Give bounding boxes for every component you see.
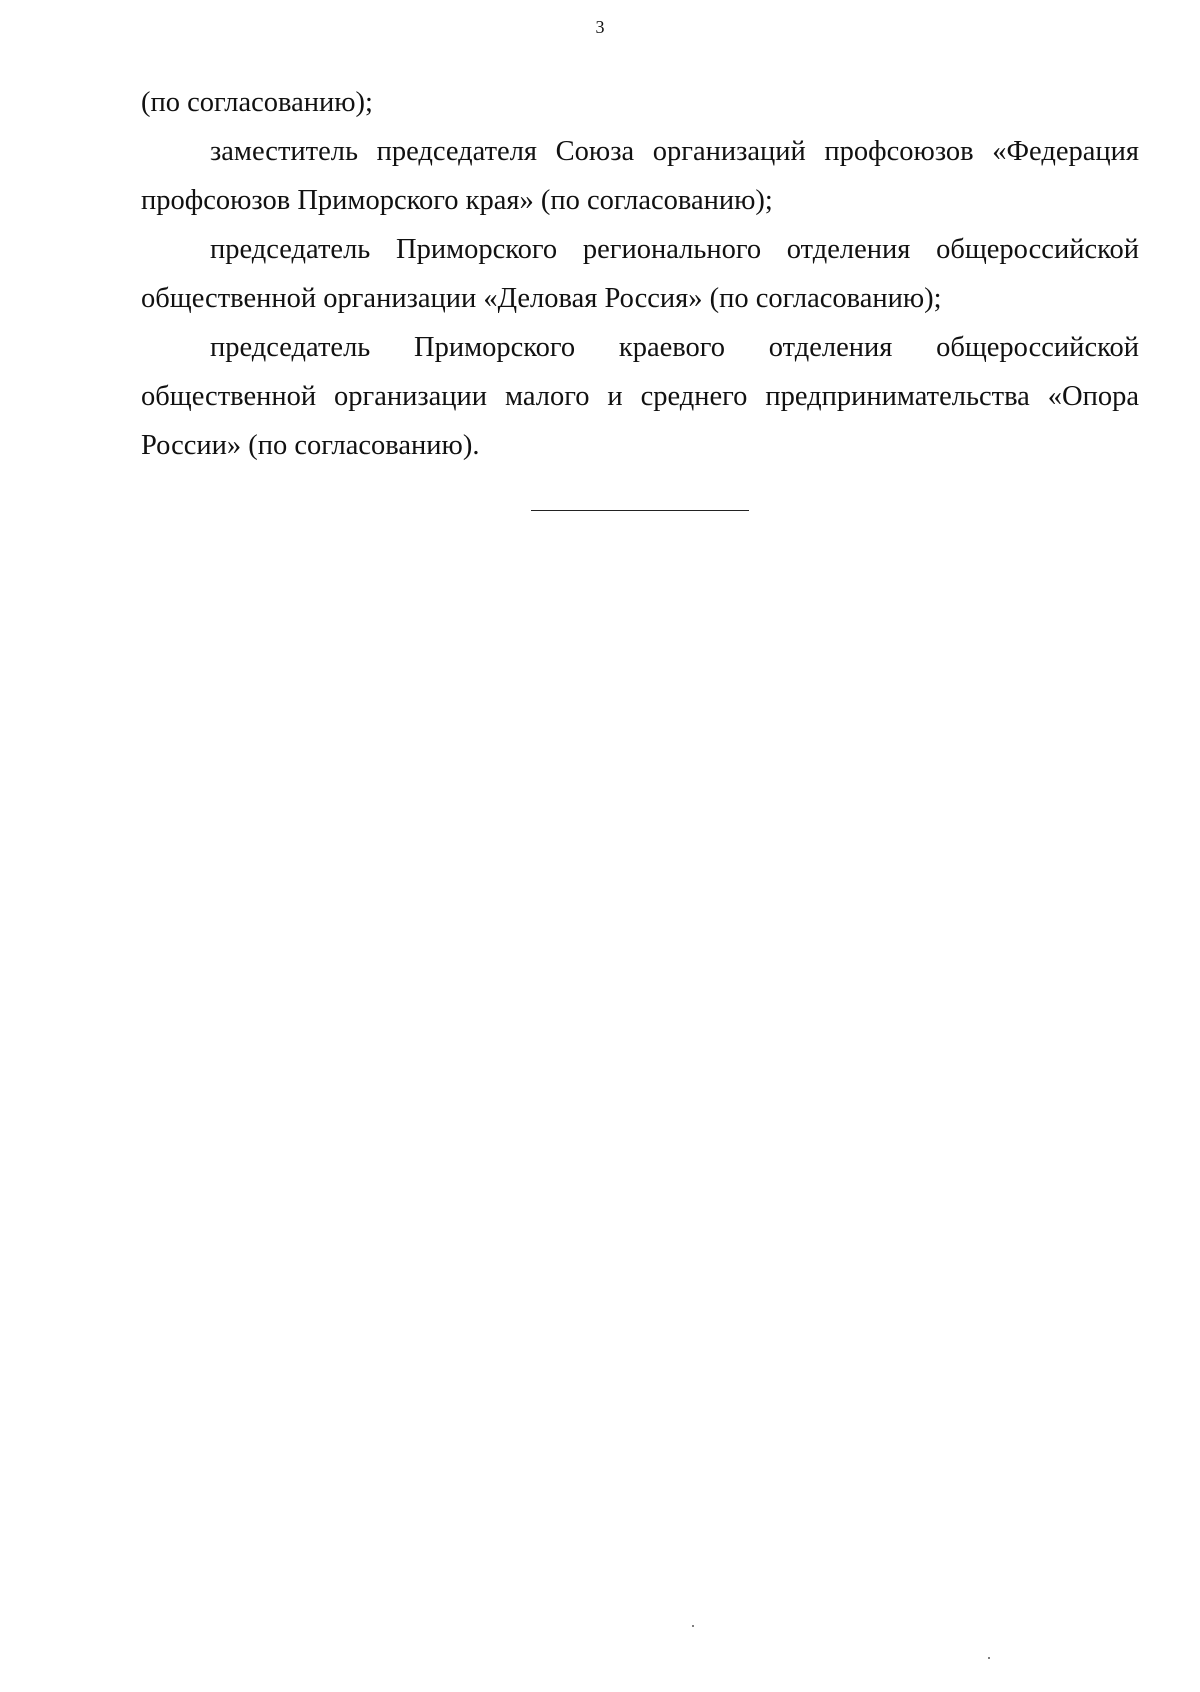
- scan-speck: [988, 1657, 990, 1659]
- end-separator-line: [531, 510, 749, 511]
- document-body: [141, 78, 1139, 470]
- paragraph-delovaya-rossiya: председатель Приморского регионального отделения общероссийской общественной организации «Деловая Россия» (по согласованию);: [141, 234, 1139, 314]
- scan-speck: [692, 1625, 694, 1627]
- paragraph-continuation: (по согласованию);: [141, 87, 373, 118]
- page-number: 3: [595, 17, 605, 37]
- paragraph-opora-rossii: председатель Приморского краевого отделения общероссийской общественной организации малого и среднего предпринимательства «Опора России» (по согласованию).: [141, 332, 1139, 461]
- paragraph-trade-union-deputy: заместитель председателя Союза организаций профсоюзов «Федерация профсоюзов Приморского края» (по согласованию);: [141, 136, 1139, 216]
